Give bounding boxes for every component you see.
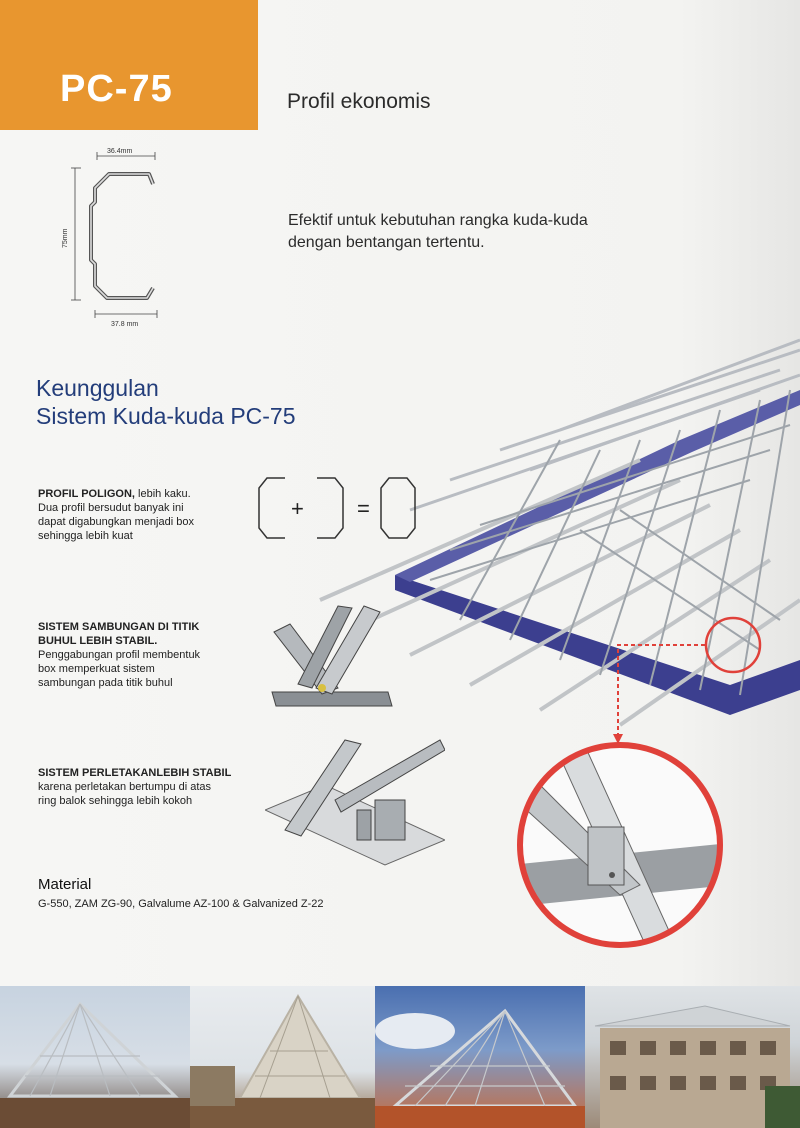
dim-height-label: 75mm xyxy=(62,228,69,248)
advantages-title-1: Keunggulan xyxy=(36,375,159,401)
feature-2-line-3: sambungan pada titik buhul xyxy=(38,677,173,689)
material-list: G-550, ZAM ZG-90, Galvalume AZ-100 & Galvanized Z-22 xyxy=(38,898,324,910)
model-title: PC-75 xyxy=(60,68,173,110)
feature-2-title-2: BUHUL LEBIH STABIL. xyxy=(38,635,158,647)
advantages-heading xyxy=(36,374,296,430)
photo-construction-4 xyxy=(585,986,800,1128)
bearing-illustration xyxy=(265,730,445,870)
profile-description xyxy=(288,210,688,254)
feature-perletakan xyxy=(38,766,268,808)
description-line-1: Efektif untuk kebutuhan rangka kuda-kuda xyxy=(288,212,588,229)
feature-3-title: SISTEM PERLETAKANLEBIH STABIL xyxy=(38,767,232,779)
dim-top-label: 36.4mm xyxy=(107,148,133,155)
feature-1-line-1: Dua profil bersudut banyak ini xyxy=(38,502,184,514)
feature-3-line-1: karena perletakan bertumpu di atas xyxy=(38,781,212,793)
plus-sign: + xyxy=(291,496,304,521)
subtitle: Profil ekonomis xyxy=(287,90,431,113)
equals-sign: = xyxy=(357,496,370,521)
photo-1-truss xyxy=(0,986,190,1128)
profile-cross-section-diagram xyxy=(55,140,255,340)
feature-sambungan xyxy=(38,620,268,690)
feature-profil-poligon xyxy=(38,487,268,543)
description-line-2: dengan bentangan tertentu. xyxy=(288,234,485,251)
feature-2-line-1: Penggabungan profil membentuk xyxy=(38,649,201,661)
photo-construction-3 xyxy=(375,986,585,1128)
profile-combination-diagram xyxy=(255,470,425,550)
feature-1-line-2: dapat digabungkan menjadi box xyxy=(38,516,194,528)
zoomed-bearing-detail xyxy=(510,735,730,955)
feature-2-title: SISTEM SAMBUNGAN DI TITIK xyxy=(38,621,200,633)
feature-2-line-2: box memperkuat sistem xyxy=(38,663,155,675)
feature-3-line-2: ring balok sehingga lebih kokoh xyxy=(38,795,193,807)
photo-4-building xyxy=(585,986,800,1128)
advantages-title-2: Sistem Kuda-kuda PC-75 xyxy=(36,403,296,429)
photo-construction-1 xyxy=(0,986,190,1128)
photo-2-truss xyxy=(190,986,375,1128)
feature-1-title: PROFIL POLIGON, xyxy=(38,488,135,500)
feature-1-line-3: sehingga lebih kuat xyxy=(38,530,133,542)
dim-bottom-label: 37.8 mm xyxy=(111,321,139,328)
photo-3-truss xyxy=(375,986,585,1128)
model-banner xyxy=(0,0,258,130)
joint-illustration xyxy=(268,602,398,712)
material-title: Material xyxy=(38,876,92,893)
photo-construction-2 xyxy=(190,986,375,1128)
feature-1-title-tail: lebih kaku. xyxy=(134,488,191,500)
